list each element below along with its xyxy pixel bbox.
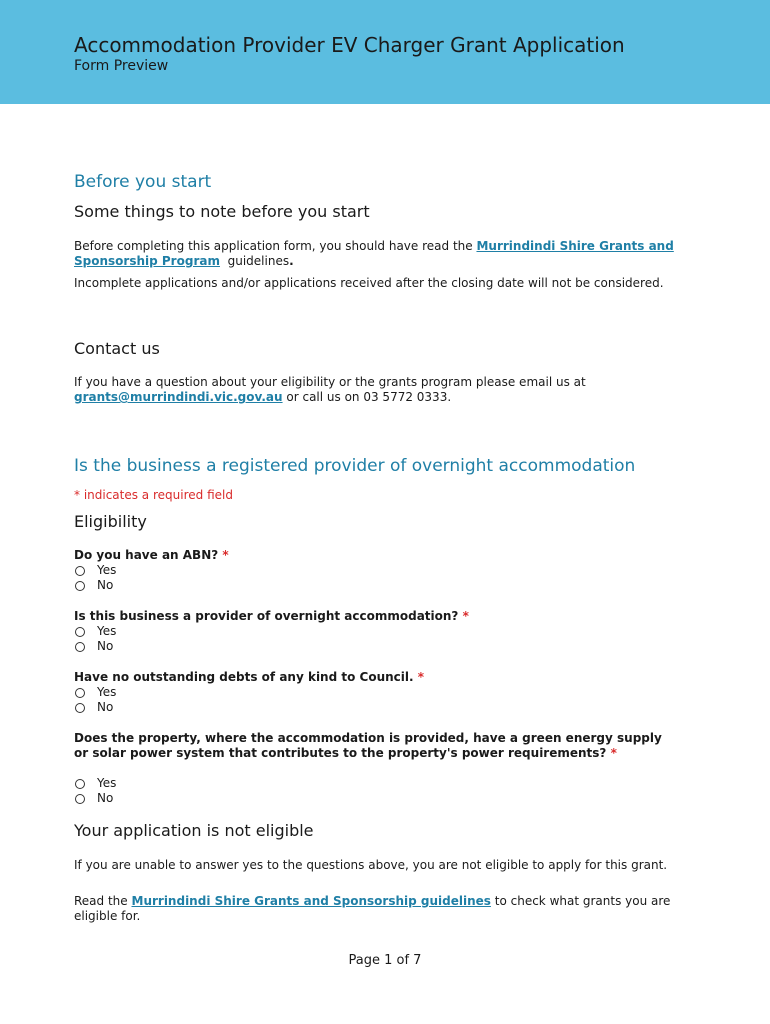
radio-option[interactable]: No [74, 639, 113, 654]
radio-option[interactable]: Yes [74, 624, 116, 639]
form-subtitle: Form Preview [74, 58, 169, 74]
radio-button[interactable] [75, 794, 85, 804]
question-outstanding-debts: Have no outstanding debts of any kind to Council. * [74, 670, 425, 684]
radio-button[interactable] [75, 642, 85, 652]
before-start-paragraph-1: Before completing this application form, you should have read the Murrindindi Shire Grants and Sponsorship Program guidelines. [74, 239, 674, 268]
not-eligible-paragraph-1: If you are unable to answer yes to the questions above, you are not eligible to apply for this grant. [74, 858, 668, 872]
contact-email-link[interactable]: grants@murrindindi.vic.gov.au [74, 390, 283, 404]
not-eligible-heading: Your application is not eligible [74, 821, 314, 840]
guidelines-link-2[interactable]: Murrindindi Shire Grants and Sponsorship guidelines [131, 894, 491, 908]
radio-button[interactable] [75, 779, 85, 789]
radio-option[interactable]: No [74, 791, 113, 806]
radio-button[interactable] [75, 566, 85, 576]
eligibility-subheading: Eligibility [74, 512, 147, 531]
radio-option[interactable]: Yes [74, 685, 116, 700]
contact-paragraph: If you have a question about your eligibility or the grants program please email us at grants@murrindindi.vic.gov.au or call us on 03 5772 0333. [74, 375, 586, 404]
radio-option[interactable]: No [74, 578, 113, 593]
eligibility-section-heading: Is the business a registered provider of overnight accommodation [74, 456, 636, 476]
not-eligible-paragraph-2: Read the Murrindindi Shire Grants and Sponsorship guidelines to check what grants you are eligible for. [74, 894, 671, 923]
radio-button[interactable] [75, 581, 85, 591]
header-banner [0, 0, 770, 104]
before-start-heading: Before you start [74, 172, 212, 192]
radio-option[interactable]: Yes [74, 776, 116, 791]
radio-button[interactable] [75, 703, 85, 713]
before-start-paragraph-2: Incomplete applications and/or applications received after the closing date will not be considered. [74, 276, 664, 290]
radio-option[interactable]: Yes [74, 563, 116, 578]
contact-heading: Contact us [74, 339, 160, 358]
before-start-subheading: Some things to note before you start [74, 202, 370, 221]
page-number: Page 1 of 7 [348, 953, 422, 968]
radio-button[interactable] [75, 627, 85, 637]
required-field-note: * indicates a required field [74, 488, 233, 502]
question-green-energy: Does the property, where the accommodation is provided, have a green energy supply or solar power system that contributes to the property's power requirements? * [74, 731, 662, 760]
radio-option[interactable]: No [74, 700, 113, 715]
radio-button[interactable] [75, 688, 85, 698]
question-overnight-accommodation: Is this business a provider of overnight accommodation? * [74, 609, 469, 623]
guidelines-link[interactable]: Murrindindi Shire Grants and Sponsorship Program [74, 239, 674, 268]
form-title: Accommodation Provider EV Charger Grant Application [74, 33, 625, 57]
question-abn: Do you have an ABN? * [74, 548, 229, 562]
